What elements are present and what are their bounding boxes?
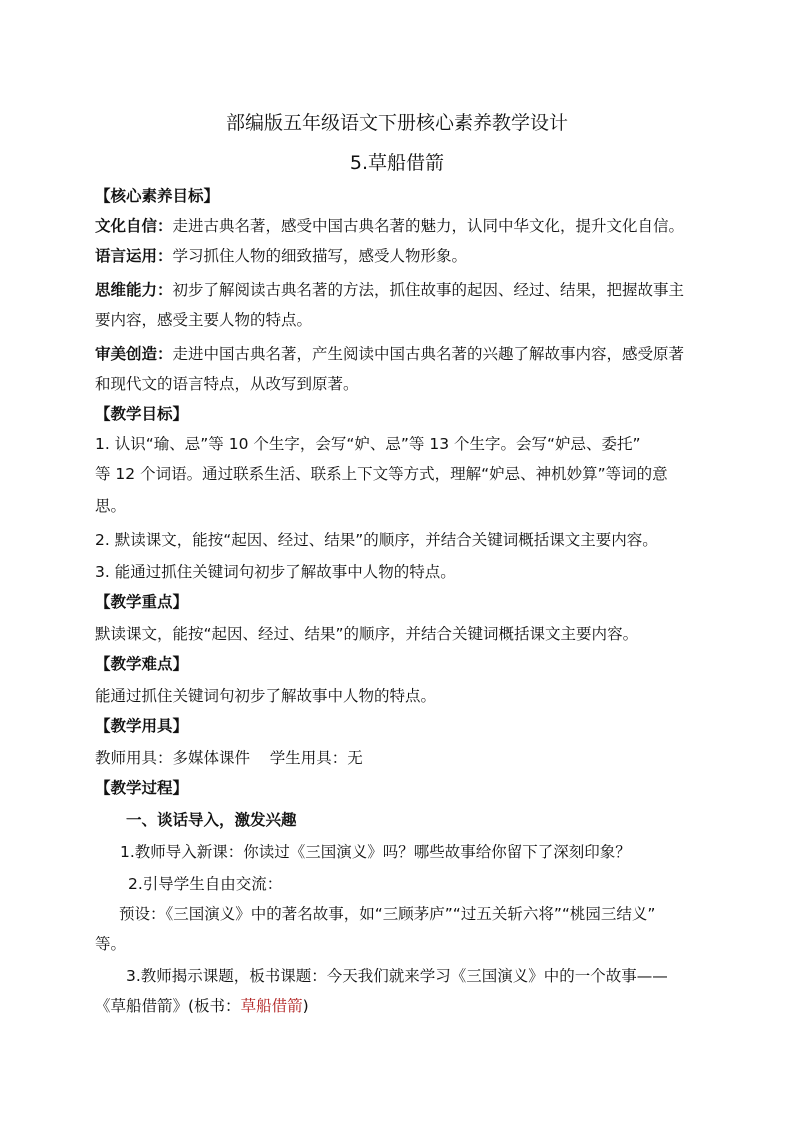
goal-1-line-3: 思。: [95, 497, 127, 515]
tools-text: 教师用具：多媒体课件 学生用具：无: [95, 749, 363, 767]
goal-2: 2. 默读课文，能按“起因、经过、结果”的顺序，并结合关键词概括课文主要内容。: [95, 531, 658, 549]
goal-1-line-1: 1. 认识“瑜、忌”等 10 个生字，会写“妒、忌”等 13 个生字。会写“妒忌、委托”: [95, 435, 641, 453]
goal-3: 3. 能通过抓住关键词句初步了解故事中人物的特点。: [95, 563, 456, 581]
aesthetic-text-1: 走进中国古典名著，产生阅读中国古典名著的兴趣了解故事内容，感受原著: [172, 345, 685, 363]
step-1-item-3-line-1: 3.教师揭示课题，板书课题：今天我们就来学习《三国演义》中的一个故事——: [126, 967, 668, 985]
aesthetic-goal: [95, 344, 684, 364]
culture-goal: [95, 216, 684, 236]
aesthetic-text-2: 和现代文的语言特点，从改写到原著。: [95, 375, 359, 393]
step-1-preset-line-2: 等。: [95, 935, 127, 953]
process-heading: 【教学过程】: [95, 779, 189, 797]
culture-text: 走进古典名著，感受中国古典名著的魅力，认同中华文化，提升文化自信。: [172, 217, 685, 235]
goal-1-line-2: 等 12 个词语。通过联系生活、联系上下文等方式，理解“妒忌、神机妙算”等词的意: [95, 465, 668, 483]
difficulty-heading: 【教学难点】: [95, 655, 189, 673]
document-title: 部编版五年级语文下册核心素养教学设计: [225, 112, 568, 134]
step-1-preset-line-1: 预设：《三国演义》中的著名故事，如“三顾茅庐”“过五关斩六将”“桃园三结义”: [119, 905, 656, 923]
core-goal-heading: 【核心素养目标】: [95, 187, 220, 205]
tools-heading: 【教学用具】: [95, 717, 189, 735]
lesson-title: 5.草船借箭: [349, 152, 445, 174]
language-label: 语言运用：: [95, 247, 173, 265]
language-text: 学习抓住人物的细致描写，感受人物形象。: [172, 247, 468, 265]
step-1-item-3-line-2: [95, 996, 309, 1016]
thinking-goal: [95, 280, 684, 300]
board-title-text: 草船借箭: [240, 997, 303, 1015]
thinking-label: 思维能力：: [95, 281, 173, 299]
key-heading: 【教学重点】: [95, 593, 189, 611]
step-1-item-2: 2.引导学生自由交流：: [128, 875, 283, 893]
step-1-heading: 一、谈话导入，激发兴趣: [126, 811, 297, 829]
step-1-item-3-suffix: ): [302, 997, 309, 1015]
culture-label: 文化自信：: [95, 217, 173, 235]
thinking-text-2: 要内容，感受主要人物的特点。: [95, 311, 313, 329]
aesthetic-label: 审美创造：: [95, 345, 173, 363]
teaching-goal-heading: 【教学目标】: [95, 405, 189, 423]
step-1-item-3-prefix: 《草船借箭》(板书：: [95, 997, 241, 1015]
step-1-item-1: 1.教师导入新课：你读过《三国演义》吗？哪些故事给你留下了深刻印象？: [120, 843, 631, 861]
key-text: 默读课文，能按“起因、经过、结果”的顺序，并结合关键词概括课文主要内容。: [95, 625, 639, 643]
thinking-text-1: 初步了解阅读古典名著的方法，抓住故事的起因、经过、结果，把握故事主: [172, 281, 685, 299]
language-goal: [95, 246, 467, 266]
difficulty-text: 能通过抓住关键词句初步了解故事中人物的特点。: [95, 687, 437, 705]
